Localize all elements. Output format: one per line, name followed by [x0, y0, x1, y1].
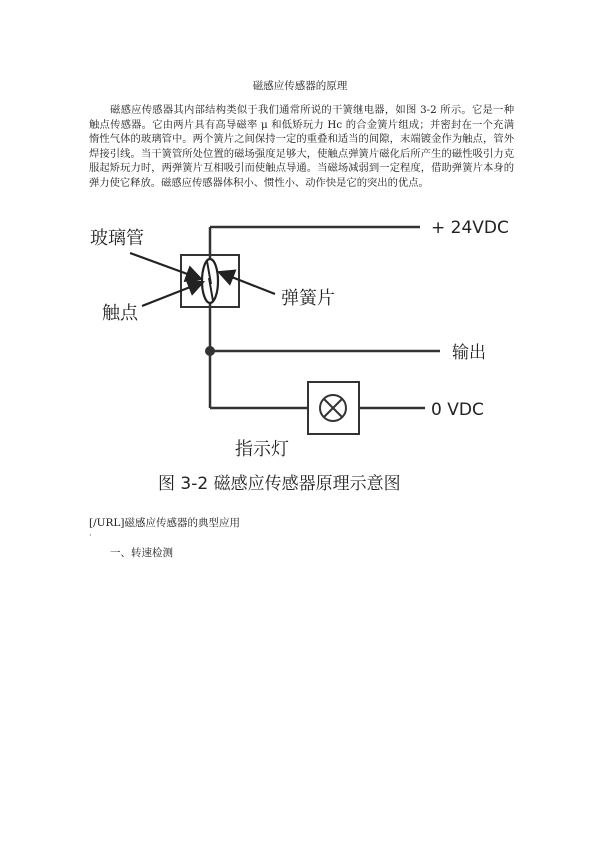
- link-line[interactable]: [/URL]磁感应传感器的典型应用: [89, 517, 240, 529]
- label-indicator: 指示灯: [235, 439, 289, 460]
- figure-caption: 图 3-2 磁感应传感器原理示意图: [158, 474, 401, 494]
- sensor-diagram: [80, 210, 520, 500]
- wires: [210, 227, 440, 408]
- stray-dot: ·: [89, 531, 92, 540]
- label-output: 输出: [452, 343, 486, 363]
- body-paragraph: 磁感应传感器其内部结构类似于我们通常所说的干簧继电器，如图 3-2 所示。它是一种触点传感器。它由两片具有高导磁率 μ 和低矫玩力 Hc 的合金簧片组成；并密封在一个充满惰性气体的玻璃管中。两个簧片之间保持一定的重叠和适当的间隙，末端镀金作为触点，管外焊接引线。当干簧管所处位置的磁场强度足够大，使触点弹簧片磁化后所产生的磁性吸引力克服起矫玩力时，两弹簧片互相吸引而使触点导通。当磁场减弱到一定程度，借助弹簧片本身的弹力使它释放。磁感应传感器体积小、惯性小、动作快是它的突出的优点。: [89, 104, 514, 189]
- label-contact: 触点: [102, 303, 138, 324]
- section-heading: 一、转速检测: [110, 547, 173, 559]
- document-title: 磁感应传感器的原理: [252, 80, 348, 92]
- label-reed: 弹簧片: [281, 288, 335, 309]
- junction-dot: [205, 346, 215, 356]
- label-24v: + 24VDC: [431, 218, 509, 238]
- label-0v: 0 VDC: [431, 400, 484, 420]
- label-glass-tube: 玻璃管: [90, 228, 144, 249]
